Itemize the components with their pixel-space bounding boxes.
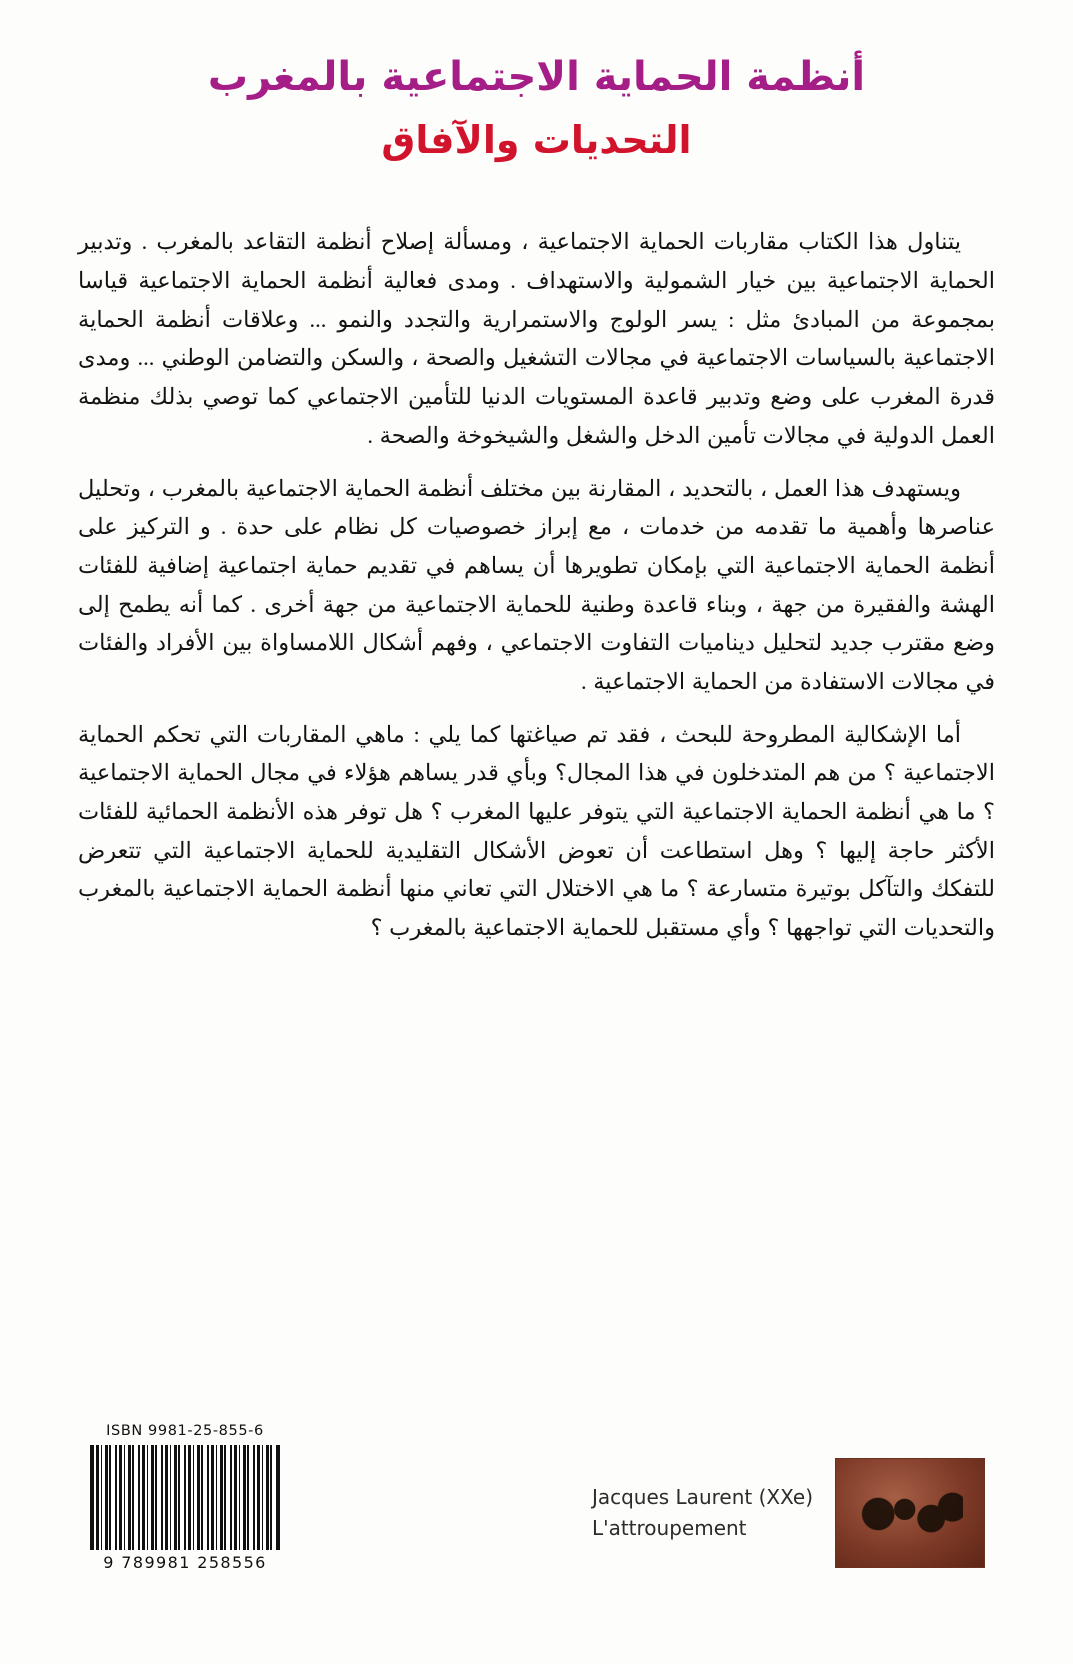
blurb-paragraph: أما الإشكالية المطروحة للبحث ، فقد تم صياغتها كما يلي : ماهي المقاربات التي تحكم الحماية الاجتماعية ؟ من هم المتدخلون في هذا المجال؟ وبأي قدر يساهم هؤلاء في مجال الحماية الاجتماعية ؟ ما هي أنظمة الحماية الاجتماعية التي يتوفر عليها المغرب ؟ هل توفر هذه الأنظمة الحمائية للفئات الأكثر حاجة إليها ؟ وهل استطاعت أن تعوض الأشكال التقليدية للحماية الاجتماعية التي تتعرض للتفكك والتآكل بوتيرة متسارعة ؟ ما هي الاختلال التي تعاني منها أنظمة الحماية الاجتماعية بالمغرب والتحديات التي تواجهها ؟ وأي مستقبل للحماية الاجتماعية بالمغرب ؟ — [78, 721, 995, 941]
blurb-text — [0, 165, 1073, 947]
footer — [0, 1364, 1073, 1664]
publisher-logo-icon — [835, 1458, 985, 1568]
publisher-line-1: Jacques Laurent (XXe) — [591, 1485, 813, 1509]
isbn-block — [80, 1423, 290, 1572]
page-title: أنظمة الحماية الاجتماعية بالمغرب — [207, 54, 866, 100]
blurb-paragraph: ويستهدف هذا العمل ، بالتحديد ، المقارنة بين مختلف أنظمة الحماية الاجتماعية بالمغرب ، وتحليل عناصرها وأهمية ما تقدمه من خدمات ، مع إبراز خصوصيات كل نظام على حدة . و التركيز على أنظمة الحماية الاجتماعية التي بإمكان تطويرها أن يساهم في تقديم حماية اجتماعية إضافية للفئات الهشة والفقيرة من جهة ، وبناء قاعدة وطنية للحماية الاجتماعية من جهة أخرى . كما أنه يطمح إلى وضع مقترب جديد لتحليل ديناميات التفاوت الاجتماعي ، وفهم أشكال اللامساواة بين الأفراد والفئات في مجالات الاستفادة من الحماية الاجتماعية . — [78, 475, 995, 694]
title-block — [0, 0, 1073, 165]
publisher-line-2: L'attroupement — [591, 1516, 747, 1540]
page-subtitle: التحديات والآفاق — [381, 118, 692, 162]
isbn-label: ISBN 9981-25-855-6 — [106, 1423, 264, 1439]
barcode-digits: 9 789981 258556 — [103, 1553, 267, 1572]
barcode-icon — [90, 1445, 280, 1550]
blurb-paragraph: يتناول هذا الكتاب مقاربات الحماية الاجتماعية ، ومسألة إصلاح أنظمة التقاعد بالمغرب . وتدبير الحماية الاجتماعية بين خيار الشمولية والاستهداف . ومدى فعالية أنظمة الحماية الاجتماعية قياسا بمجموعة من المبادئ مثل : يسر الولوج والاستمرارية والتجدد والنمو ... وعلاقات أنظمة الحماية الاجتماعية بالسياسات الاجتماعية في مجالات التشغيل والصحة ، والسكن والتضامن الوطني ... ومدى قدرة المغرب على وضع وتدبير قاعدة المستويات الدنيا للتأمين الاجتماعي كما توصي بذلك منظمة العمل الدولية في مجالات تأمين الدخل والشغل والشيخوخة والصحة . — [78, 229, 995, 448]
publisher-name — [592, 1483, 813, 1543]
publisher-block — [592, 1458, 985, 1568]
